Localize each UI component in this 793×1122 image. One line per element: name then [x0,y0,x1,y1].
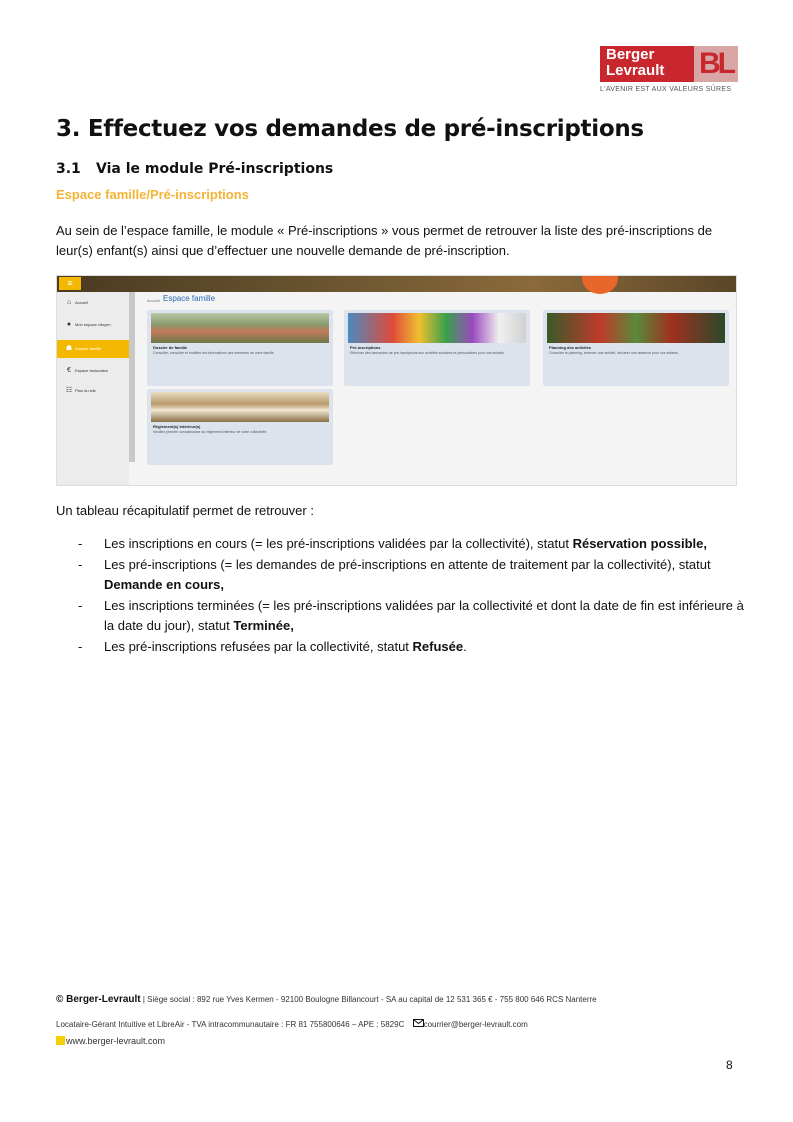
card-pre-inscriptions[interactable] [344,310,530,386]
card-planning-des-activites[interactable] [543,310,729,386]
card-title: Planning des activités [549,345,592,350]
sidebar-item-accueil[interactable] [57,294,129,312]
card-title: Dossier de famille [153,345,188,350]
list-item: - Les inscriptions en cours (= les pré-inscriptions validées par la collectivité), statut Réservation possible, [78,536,707,551]
card-title: Règlement(s) intérieur(s) [153,424,201,429]
page-title: 3. Effectuez vos demandes de pré-inscriptions [56,116,644,142]
list-item: - Les pré-inscriptions refusées par la collectivité, statut Refusée. [78,639,467,654]
card-image-school-supplies [348,313,526,343]
card-image-children [151,313,329,343]
screenshot-sidebar [57,292,129,486]
sidebar-item-label: Accueil [75,300,88,305]
website-square-icon [56,1036,65,1045]
sidebar-item-label: Mon espace citoyen [75,322,111,327]
section-number: 3.1 [56,161,81,177]
sidebar-item-plan-du-site[interactable] [57,382,129,400]
card-description: Veuillez prendre connaissance du règlement intérieur de votre collectivité. [153,430,268,434]
list-item: - Les pré-inscriptions (= les demandes de pré-inscriptions en attente de traitement par la collectivité), statut Demande en cours, [78,557,711,592]
espace-famille-screenshot [56,275,737,486]
footer-email[interactable]: courrier@berger-levrault.com [423,1020,528,1029]
sidebar-item-espace-famille[interactable] [57,340,129,358]
company-logo [600,46,740,93]
sidebar-item-mon-espace-citoyen[interactable] [57,316,129,334]
logo-tagline: L'AVENIR EST AUX VALEURS SÛRES [600,86,732,93]
card-image-activities [547,313,725,343]
footer-legal-line2: Locataire-Gérant Intuitive et LibreAir - TVA intracommunautaire : FR 81 755800646 – APE : 5829C courrier@berger-levrault.com [56,1020,528,1029]
sidebar-scrollbar[interactable] [129,292,135,462]
screenshot-banner [57,276,737,292]
home-icon: ⌂ [66,299,72,306]
section-title: Via le module Pré-inscriptions [96,161,334,177]
card-title: Pré-inscriptions [350,345,381,350]
intro-paragraph: Au sein de l’espace famille, le module « Pré-inscriptions » vous permet de retrouver la liste des pré-inscriptions de leur(s) enfant(s) ainsi que d’effectuer une nouvelle demande de pré-inscription. [56,223,713,258]
logo-monogram: BL [694,46,738,82]
list-item: - Les inscriptions terminées (= les pré-inscriptions validées par la collectivité et dont la date de fin est inférieure à la date du jour), statut Terminée, [78,598,744,633]
card-image-documents [151,392,329,422]
sidebar-item-label: Espace facturation [75,368,109,373]
footer-website[interactable]: www.berger-levrault.com [66,1036,166,1046]
card-dossier-de-famille[interactable] [147,310,333,386]
card-description: Consulter le planning, réserver une activité, déclarer une absence pour vos enfants. [549,351,679,355]
euro-icon: € [67,367,71,374]
sidebar-item-label: Plan du site [75,388,96,393]
footer-company: © Berger-Levrault [56,994,141,1005]
user-icon: ● [66,321,72,328]
card-reglements-interieurs[interactable] [147,389,333,465]
sidebar-item-label: Espace famille [75,346,102,351]
sidebar-item-espace-facturation[interactable] [57,362,129,380]
card-description: Consulter, consulter et modifier les informations des membres de votre famille. [153,351,275,355]
logo-line2: Levrault [606,62,665,79]
breadcrumb[interactable]: Accueil [147,298,160,303]
footer-legal-line1: © Berger-Levrault | Siège social : 892 rue Yves Kermen - 92100 Boulogne Billancourt - SA au capital de 12 531 365 € - 755 800 646 RCS Nanterre [56,994,597,1005]
footer-website-line [56,1036,165,1046]
logo-red-block [600,46,702,82]
summary-intro: Un tableau récapitulatif permet de retrouver : [56,503,314,518]
family-icon: ☗ [65,345,73,352]
status-list [56,534,746,658]
hamburger-menu-icon[interactable]: ≡ [59,277,81,290]
espace-famille-title: Espace famille [163,294,216,303]
card-description: Effectuer des demandes de pré-inscriptions aux activités scolaires et périscolaires pour vos enfants. [350,351,505,355]
envelope-icon [413,1019,424,1029]
section-heading [56,161,333,177]
logo-line1: Berger [606,46,655,63]
sitemap-icon: ☷ [65,387,73,394]
page-number: 8 [726,1058,733,1072]
subheading: Espace famille/Pré-inscriptions [56,187,249,202]
